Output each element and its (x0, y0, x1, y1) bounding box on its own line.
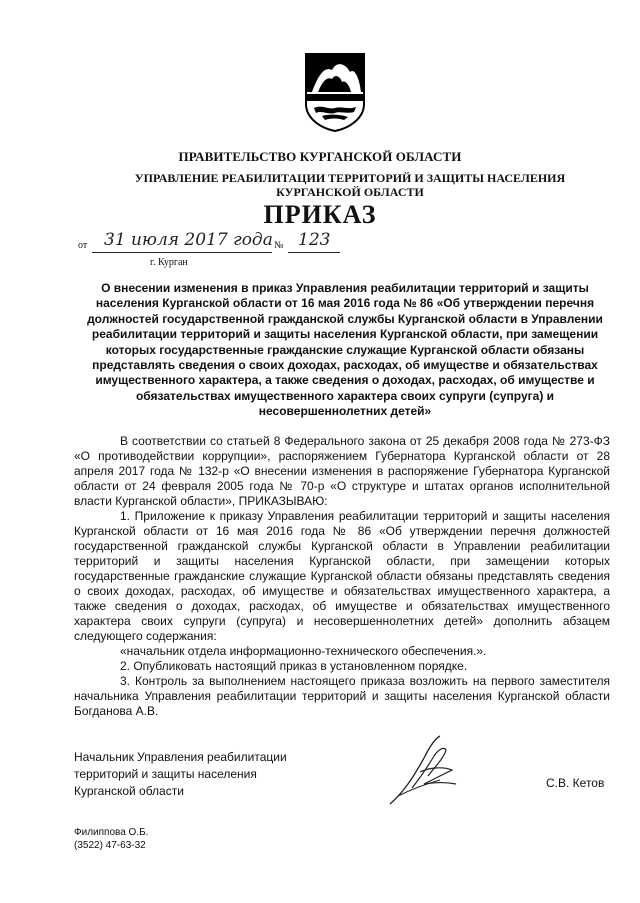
coat-of-arms-emblem (304, 52, 366, 132)
executor-name: Филиппова О.Б. (74, 827, 149, 838)
signer-name: С.В. Кетов (546, 776, 605, 790)
date-prefix: от (78, 240, 88, 251)
item-3-paragraph: 3. Контроль за выполнением настоящего приказа возложить на первого заместителя начальника Управления реабилитации территорий и защиты населения Курганской области Богданова А.В. (74, 674, 610, 718)
document-type-title: ПРИКАЗ (263, 200, 377, 229)
handwritten-signature (384, 732, 464, 808)
executor-info (74, 826, 148, 852)
quote-paragraph: «начальник отдела информационно-технического обеспечения.». (120, 644, 487, 658)
city-label: г. Курган (150, 257, 188, 268)
signatory-position (74, 749, 287, 800)
executor-phone: (3522) 47-63-32 (74, 840, 146, 851)
document-heading: О внесении изменения в приказ Управления реабилитации территорий и защиты населения Курганской области от 16 мая 2016 года № 86 «Об утверждении перечня должностей государственной гражданской службы Курганской области в Управлении реабилитации территорий и защиты населения Курганской области, при замещении которых государственные гражданские служащие Курганской области обязаны представлять сведения о своих доходах, расходах, об имуществе и обязательствах имущественного характера, а также сведения о доходах, расходах, об имуществе и обязательствах имущественного характера своих супруги (супруга) и несовершеннолетних детей» (87, 281, 603, 419)
item-1-paragraph: 1. Приложение к приказу Управления реабилитации территорий и защиты населения Курганской области от 16 мая 2016 года № 86 «Об утверждении перечня должностей государственной гражданской службы Курганской области в Управлении реабилитации территорий и защиты населения Курганской области, при замещении которых государственные гражданские служащие Курганской области обязаны представлять сведения о своих доходах, расходах, об имуществе и обязательствах имущественного характера, а также сведения о доходах, расходах, об имуществе и обязательствах имущественного характера своих супруги (супруга) и несовершеннолетних детей» дополнить абзацем следующего содержания: (74, 509, 610, 643)
position-line-2: территорий и защиты населения (74, 767, 257, 781)
department-title: УПРАВЛЕНИЕ РЕАБИЛИТАЦИИ ТЕРРИТОРИЙ И ЗАЩИТЫ НАСЕЛЕНИЯ КУРГАНСКОЙ ОБЛАСТИ (134, 171, 566, 199)
intro-paragraph: В соответствии со статьей 8 Федерального закона от 25 декабря 2008 года № 273-ФЗ «О противодействии коррупции», распоряжением Губернатора Курганской области от 28 апреля 2017 года № 132-р «О внесении изменения в распоряжение Губернатора Курганской области от 24 февраля 2005 года № 70-р «О структуре и штатах органов исполнительной власти Курганской области», ПРИКАЗЫВАЮ: (74, 434, 610, 508)
date-handwritten: 31 июля 2017 года (104, 230, 273, 250)
number-underline (288, 252, 340, 253)
number-handwritten: 123 (298, 230, 331, 250)
government-title: ПРАВИТЕЛЬСТВО КУРГАНСКОЙ ОБЛАСТИ (178, 149, 462, 164)
number-prefix: № (274, 240, 284, 251)
date-underline (92, 252, 272, 253)
position-line-3: Курганской области (74, 784, 184, 798)
position-line-1: Начальник Управления реабилитации (74, 750, 287, 764)
document-body (74, 434, 610, 719)
item-2-paragraph: 2. Опубликовать настоящий приказ в установленном порядке. (120, 659, 468, 673)
